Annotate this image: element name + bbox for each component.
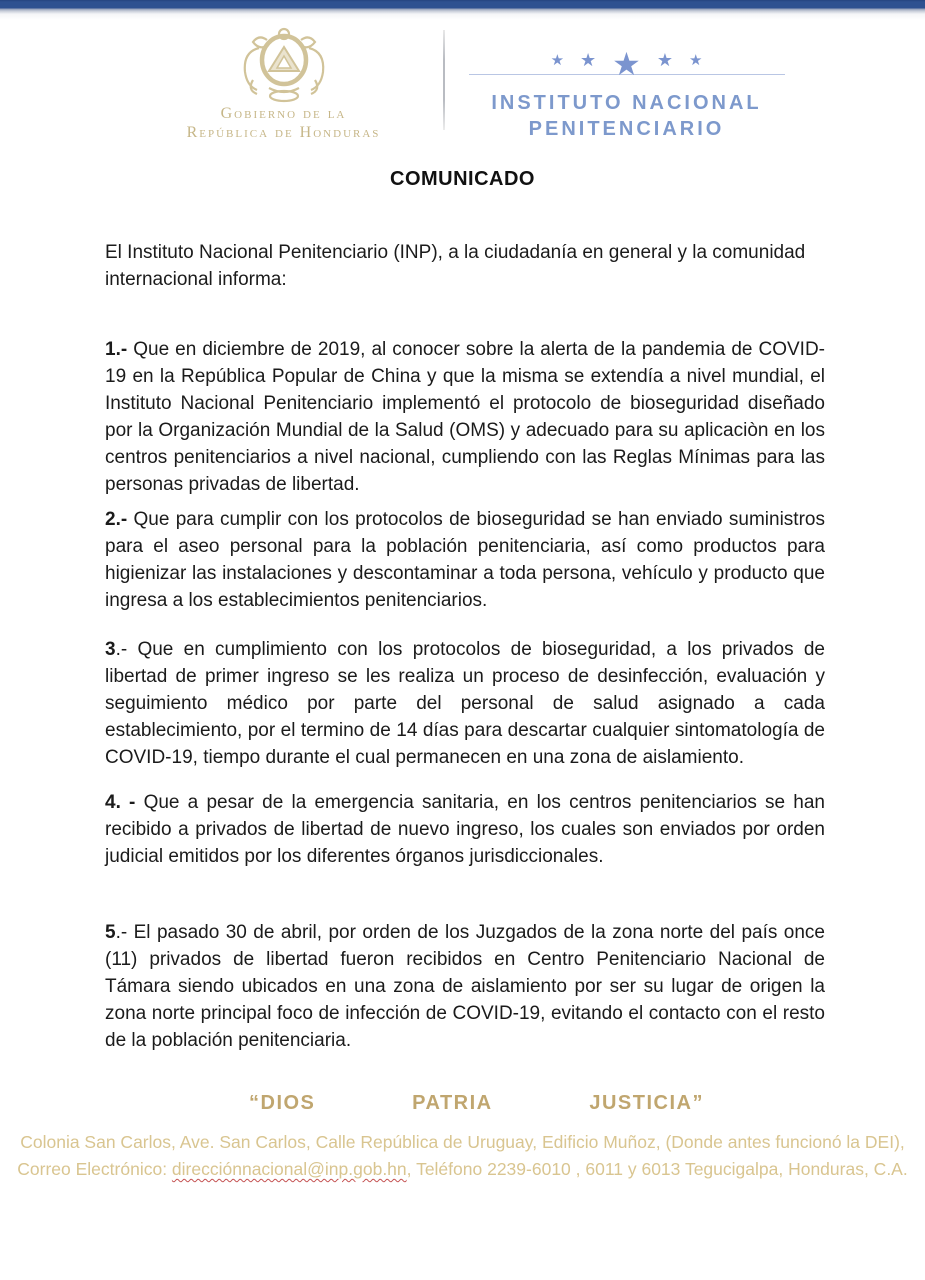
address-line1: Colonia San Carlos, Ave. San Carlos, Calle República de Uruguay, Edificio Muñoz, (Donde antes funcionó la DEI),	[20, 1132, 905, 1152]
star-icon: ★	[612, 46, 641, 82]
paragraph-1-number: 1.-	[105, 339, 128, 360]
paragraph-3	[105, 636, 825, 771]
paragraph-1	[105, 336, 825, 498]
inp-logo-line2: PENITENCIARIO	[528, 118, 725, 140]
government-logo-line2: República de Honduras	[186, 124, 381, 141]
government-logo	[129, 24, 439, 142]
paragraph-3-text: .- Que en cumplimiento con los protocolos de bioseguridad, a los privados de libertad de primer ingreso se les realiza un proceso de desinfección, evaluación y seguimiento médico por parte del personal de salud asignado a cada establecimiento, por el termino de 14 días para descartar cualquier sintomatología de COVID-19, tiempo durante el cual permanecen en una zona de aislamiento.	[105, 639, 825, 768]
photo-edge-blue-bar	[0, 0, 925, 20]
motto-dios: “DIOS	[249, 1092, 316, 1114]
star-icon: ★	[688, 51, 703, 69]
address-line2	[0, 1156, 925, 1183]
paragraph-5	[105, 919, 825, 1054]
document-header	[0, 24, 925, 142]
paragraph-5-text: .- El pasado 30 de abril, por orden de los Juzgados de la zona norte del país once (11) privados de libertad fueron recibidos en Centro Penitenciario Nacional de Támara siendo ubicados en una zona de aislamiento por ser su lugar de origen la zona norte principal foco de infección de COVID-19, evitando el contacto con el resto de la población penitenciaria.	[105, 922, 825, 1051]
motto-justicia: JUSTICIA”	[589, 1092, 704, 1114]
contact-email: direcciónnacional@inp.gob.hn	[171, 1159, 407, 1179]
footer-address	[0, 1129, 925, 1183]
header-divider	[443, 30, 445, 130]
government-logo-line1: Gobierno de la	[220, 105, 347, 122]
star-icon: ★	[580, 50, 597, 70]
paragraph-4-text: Que a pesar de la emergencia sanitaria, en los centros penitenciarios se han recibido a privados de libertad de nuevo ingreso, los cuales son enviados por orden judicial emitidos por los diferentes órganos jurisdiccionales.	[105, 792, 825, 867]
star-icon: ★	[656, 50, 673, 70]
motto	[249, 1092, 704, 1115]
paragraph-3-number: 3	[105, 639, 116, 660]
paragraph-4	[105, 789, 825, 870]
honduras-coat-of-arms-icon	[209, 26, 359, 104]
contact-prefix: Correo Electrónico:	[17, 1159, 172, 1179]
inp-logo-line1: INSTITUTO NACIONAL	[491, 92, 762, 114]
motto-patria: PATRIA	[412, 1092, 493, 1114]
inp-logo	[457, 24, 797, 142]
paragraph-2-number: 2.-	[105, 509, 128, 530]
contact-suffix: , Teléfono 2239-6010 , 6011 y 6013 Tegucigalpa, Honduras, C.A.	[406, 1159, 908, 1179]
intro-paragraph: El Instituto Nacional Penitenciario (INP), a la ciudadanía en general y la comunidad internacional informa:	[105, 242, 806, 290]
star-icon: ★	[550, 51, 565, 69]
paragraph-5-number: 5	[105, 922, 116, 943]
inp-stars	[457, 38, 797, 82]
paragraph-1-text: Que en diciembre de 2019, al conocer sobre la alerta de la pandemia de COVID-19 en la República Popular de China y que la misma se extendía a nivel mundial, el Instituto Nacional Penitenciario implementó el protocolo de bioseguridad diseñado por la Organización Mundial de la Salud (OMS) y adecuado para su aplicaciòn en los centros penitenciarios a nivel nacional, cumpliendo con las Reglas Mínimas para las personas privadas de libertad.	[105, 339, 825, 495]
paragraph-4-number: 4. -	[105, 792, 136, 813]
paragraph-2	[105, 506, 825, 614]
document-title: COMUNICADO	[390, 168, 535, 190]
document-body	[0, 239, 925, 1054]
paragraph-2-text: Que para cumplir con los protocolos de bioseguridad se han enviado suministros para el aseo personal para la población penitenciaria, así como productos para higienizar las instalaciones y descontaminar a toda persona, vehículo y producto que ingresa a los establecimientos penitenciarios.	[105, 509, 825, 611]
